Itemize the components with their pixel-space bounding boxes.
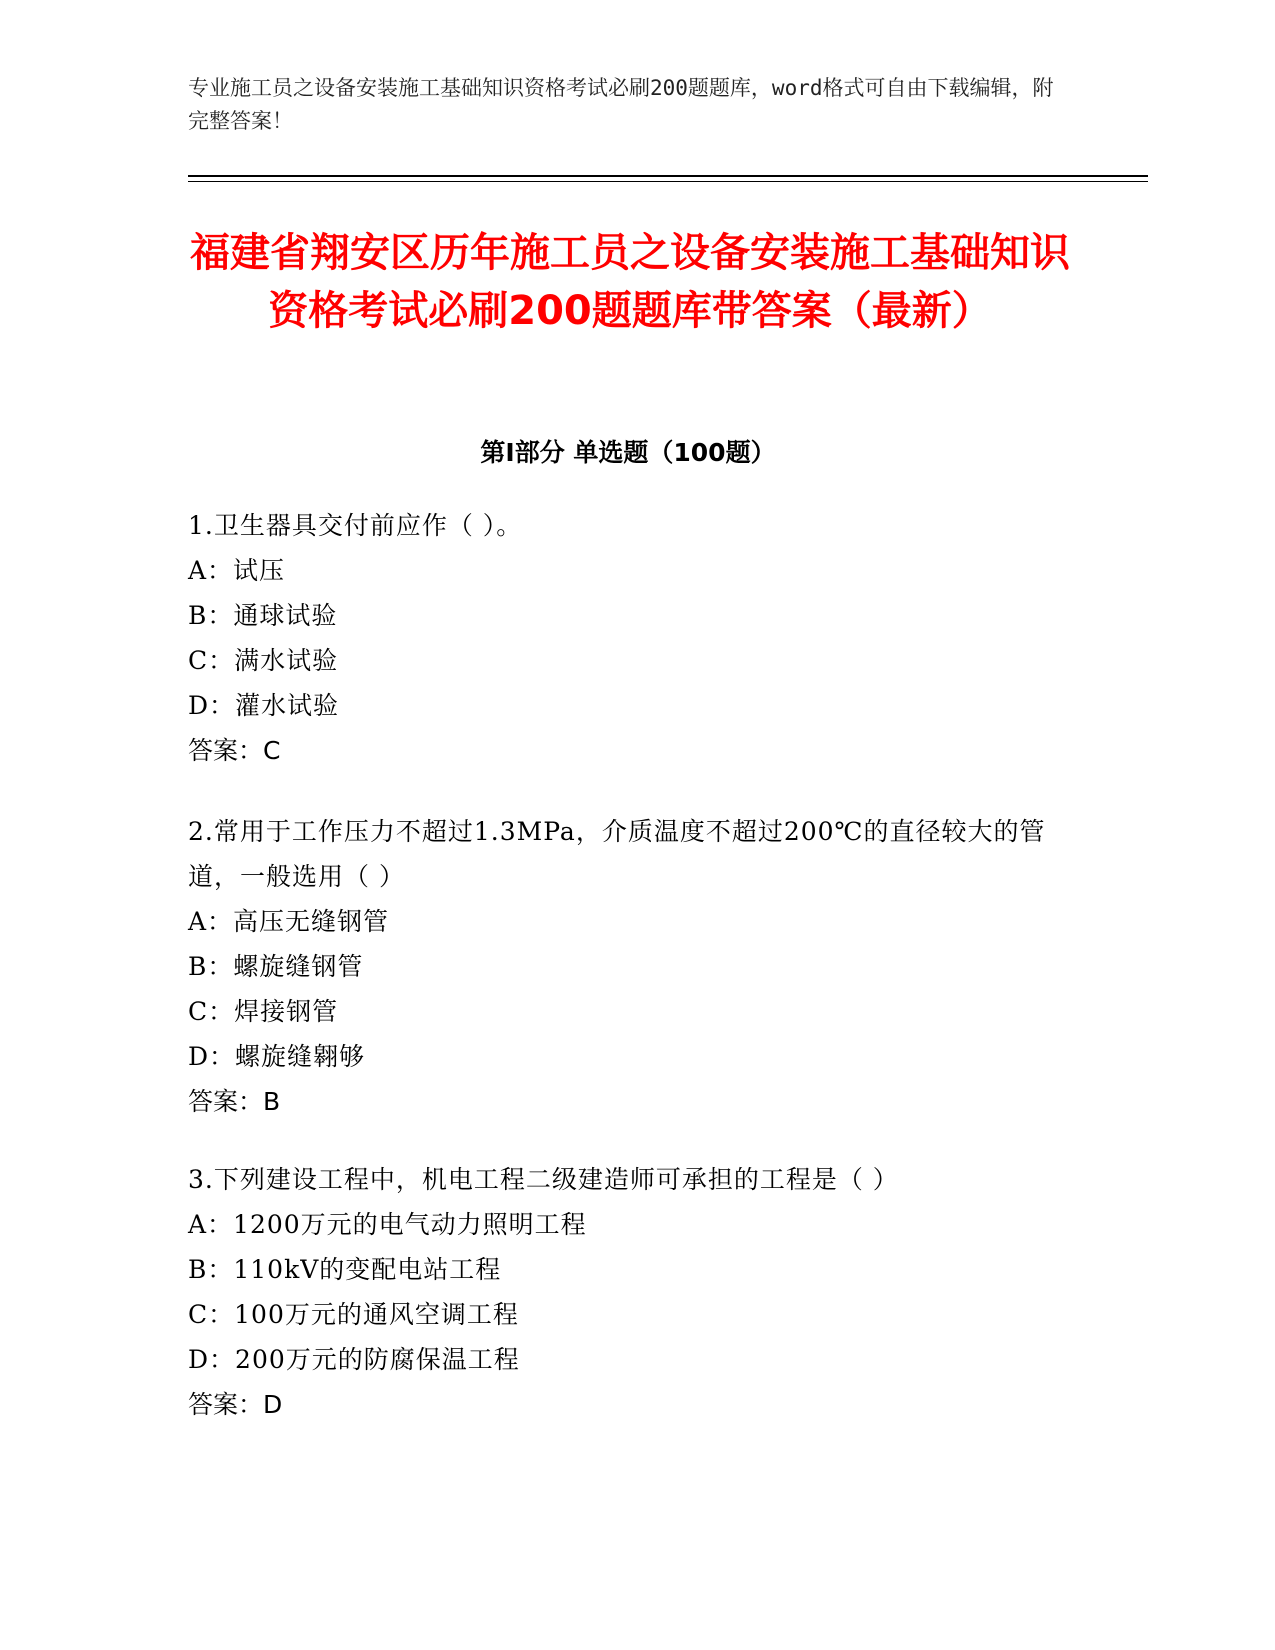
- option-c: C：100万元的通风空调工程: [188, 1300, 519, 1329]
- question-stem: 2.常用于工作压力不超过1.3MPa，介质温度不超过200℃的直径较大的管道，一般选用（ ）: [188, 817, 1046, 891]
- answer: 答案：B: [188, 1087, 281, 1116]
- question-3: [188, 1157, 1068, 1427]
- option-d: D：200万元的防腐保温工程: [188, 1345, 520, 1374]
- answer: 答案：D: [188, 1390, 283, 1419]
- header-note: 专业施工员之设备安装施工基础知识资格考试必刷200题题库，word格式可自由下载编辑，附完整答案！: [188, 76, 1054, 133]
- section-title: 第Ⅰ部分 单选题（100题）: [480, 438, 776, 467]
- question-1: [188, 503, 1068, 773]
- header-divider-thick: [188, 175, 1148, 177]
- answer: 答案：C: [188, 736, 281, 765]
- question-stem: 1.卫生器具交付前应作（ ）。: [188, 511, 523, 540]
- option-c: C：焊接钢管: [188, 997, 339, 1026]
- option-b: B：通球试验: [188, 601, 338, 630]
- option-c: C：满水试验: [188, 646, 339, 675]
- option-d: D：灌水试验: [188, 691, 340, 720]
- option-b: B：110kV的变配电站工程: [188, 1255, 502, 1284]
- option-a: A：高压无缝钢管: [188, 907, 390, 936]
- document-title: 福建省翔安区历年施工员之设备安装施工基础知识资格考试必刷200题题库带答案（最新）: [190, 230, 1070, 334]
- option-a: A：试压: [188, 556, 286, 585]
- header-divider-thin: [188, 181, 1148, 182]
- question-2: [188, 809, 1068, 1124]
- option-a: A：1200万元的电气动力照明工程: [188, 1210, 587, 1239]
- option-b: B：螺旋缝钢管: [188, 952, 364, 981]
- option-d: D：螺旋缝翱够: [188, 1042, 366, 1071]
- question-stem: 3.下列建设工程中，机电工程二级建造师可承担的工程是（ ）: [188, 1165, 899, 1194]
